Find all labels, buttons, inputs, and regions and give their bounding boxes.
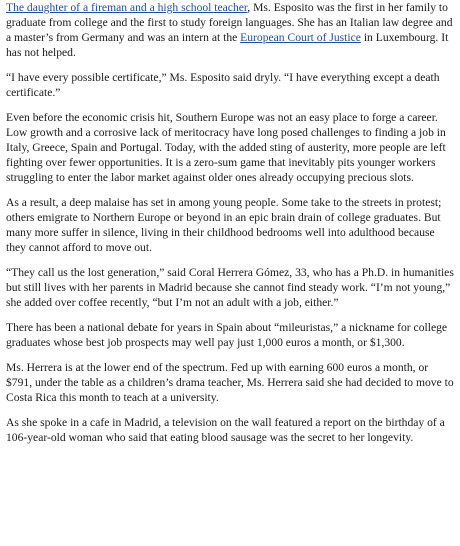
paragraph-1-text-b: in Luxembourg. It has not helped. <box>6 31 449 59</box>
paragraph-7: Ms. Herrera is at the lower end of the spectrum. Fed up with earning 600 euros a month, or $791, under the table as a children’s drama teacher, Ms. Herrera said she had decided to move to Costa Rica this month to teach at a university. <box>6 361 454 404</box>
link-european-court-of-justice[interactable]: European Court of Justice <box>240 31 361 44</box>
paragraph-1 <box>6 0 454 60</box>
paragraph-3: Even before the economic crisis hit, Southern Europe was not an easy place to forge a career. Low growth and a corrosive lack of meritocracy have long posed challenges to finding a job in Italy, Greece, Spain and Portugal. Today, with the added sting of austerity, more people are left fighting over fewer opportunities. It is a zero-sum game that inevitably pits younger workers struggling to enter the labor market against older ones already occupying precious slots. <box>6 111 446 184</box>
paragraph-4: As a result, a deep malaise has set in among young people. Some take to the streets in protest; others emigrate to Northern Europe or beyond in an epic brain drain of college graduates. But many more suffer in silence, living in their childhood bedrooms well into adulthood because they cannot afford to move out. <box>6 196 442 254</box>
link-daughter-of-fireman[interactable]: The daughter of a fireman and a high school teacher <box>6 1 248 14</box>
paragraph-6: There has been a national debate for years in Spain about “mileuristas,” a nickname for college graduates whose best job prospects may well pay just 1,000 euros a month, or $1,300. <box>6 321 448 349</box>
paragraph-1-text-a: , Ms. Esposito was the first in her family to graduate from college and the first to study foreign languages. She has an Italian law degree and a master’s from Germany and was an intern at the <box>6 1 453 44</box>
paragraph-8: As she spoke in a cafe in Madrid, a television on the wall featured a report on the birthday of a 106-year-old woman who said that eating blood sausage was the secret to her longevity. <box>6 416 445 444</box>
paragraph-2: “I have every possible certificate,” Ms. Esposito said dryly. “I have everything except a death certificate.” <box>6 71 440 99</box>
paragraph-5: “They call us the lost generation,” said Coral Herrera Gómez, 33, who has a Ph.D. in humanities but still lives with her parents in Madrid because she cannot find steady work. “I’m not young,” she added over coffee recently, “but I’m not an adult with a job, either.” <box>6 266 454 309</box>
